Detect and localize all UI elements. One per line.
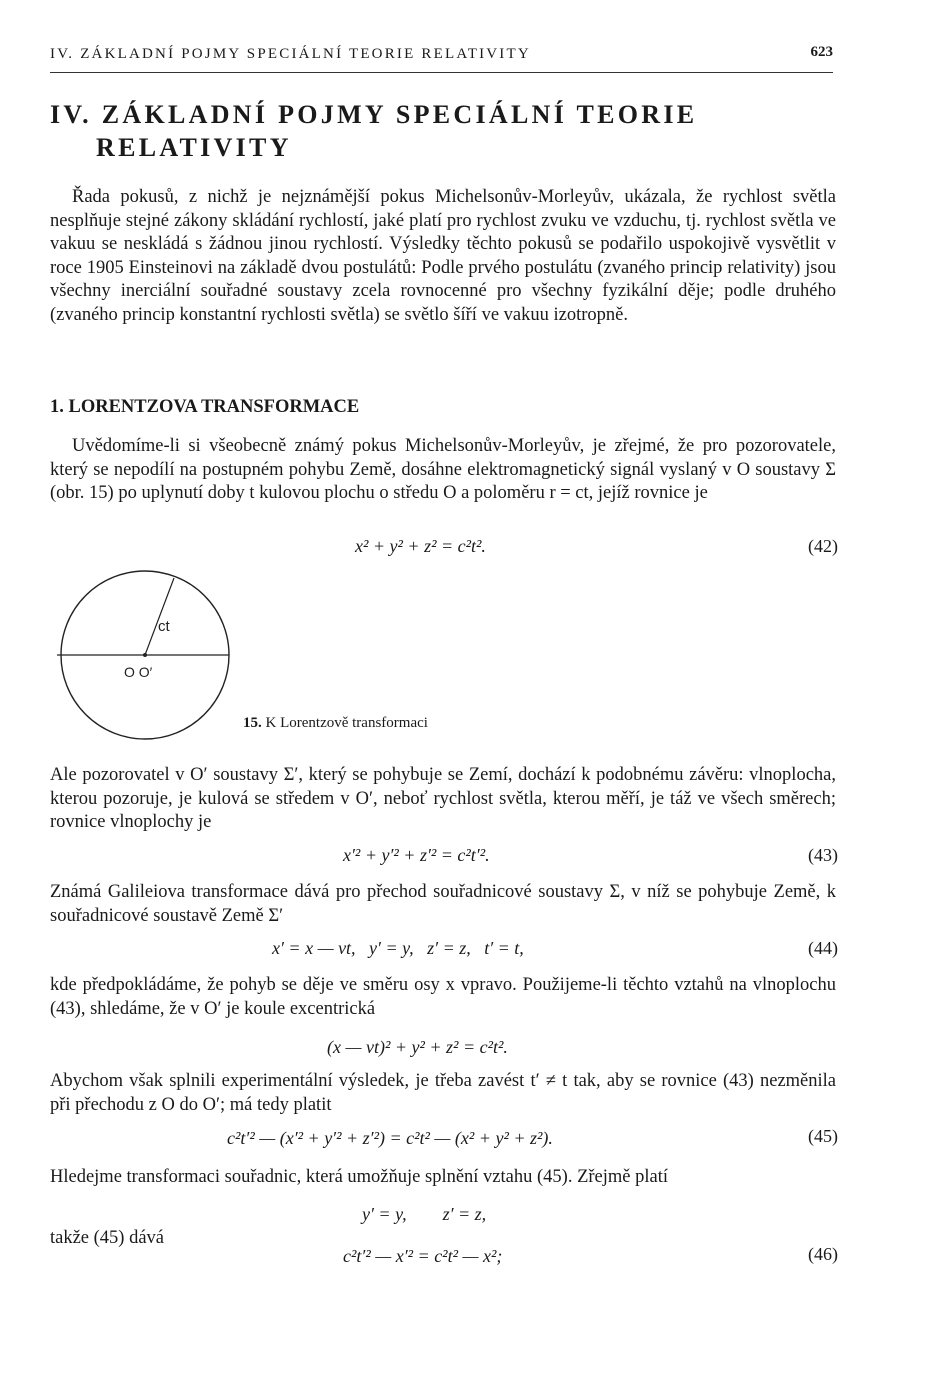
paragraph-6-text: Hledejme transformaci souřadnic, která umožňuje splnění vztahu (45). Zřejmě platí bbox=[50, 1167, 668, 1187]
paragraph-4 bbox=[50, 974, 836, 1021]
intro-paragraph bbox=[50, 186, 836, 327]
equation-45-number: (45) bbox=[808, 1126, 838, 1146]
equation-42: x² + y² + z² = c²t². bbox=[355, 536, 486, 556]
paragraph-5 bbox=[50, 1070, 836, 1117]
chapter-title-line1: IV. ZÁKLADNÍ POJMY SPECIÁLNÍ TEORIE bbox=[50, 100, 698, 129]
paragraph-2 bbox=[50, 764, 836, 835]
paragraph-6 bbox=[50, 1166, 836, 1190]
paragraph-4-text: kde předpokládáme, že pohyb se děje ve směru osy x vpravo. Použijeme-li těchto vztahů na vlnoplochu (43), shledáme, že v O′ je koule excentrická bbox=[50, 975, 836, 1019]
equation-y-z: y′ = y, z′ = z, bbox=[362, 1204, 487, 1224]
figure-15-diagram bbox=[50, 565, 240, 745]
paragraph-1 bbox=[50, 435, 836, 506]
figure-caption bbox=[243, 715, 428, 732]
equation-46-number: (46) bbox=[808, 1244, 838, 1264]
page-number: 623 bbox=[810, 44, 833, 60]
figure-caption-number: 15. bbox=[243, 715, 262, 731]
paragraph-1-text: Uvědomíme-li si všeobecně známý pokus Michelsonův-Morleyův, je zřejmé, že pro pozorovatele, který se nepodílí na postupném pohybu Země, dosáhne elektromagnetický signál vyslaný v O soustavy Σ (obr. 15) po uplynutí doby t kulovou plochu o středu O a poloměru r = ct, jejíž rovnice je bbox=[50, 436, 836, 503]
equation-43: x′² + y′² + z′² = c²t′². bbox=[343, 845, 490, 865]
center-label: O O′ bbox=[124, 664, 153, 680]
section-heading: 1. LORENTZOVA TRANSFORMACE bbox=[50, 397, 360, 417]
center-point bbox=[143, 653, 147, 657]
equation-44: x′ = x — vt, y′ = y, z′ = z, t′ = t, bbox=[272, 938, 524, 958]
paragraph-5-text: Abychom však splnili experimentální výsledek, je třeba zavést t′ ≠ t tak, aby se rovnice (43) nezměnila při přechodu z O do O′; má tedy platit bbox=[50, 1071, 836, 1115]
paragraph-7-text: takže (45) dává bbox=[50, 1228, 165, 1248]
equation-42-number: (42) bbox=[808, 536, 838, 556]
equation-45: c²t′² — (x′² + y′² + z′²) = c²t² — (x² + y² + z²). bbox=[227, 1128, 553, 1148]
figure-caption-text: K Lorentzově transformaci bbox=[265, 715, 428, 731]
radius-label: ct bbox=[158, 618, 170, 635]
paragraph-3-text: Známá Galileiova transformace dává pro přechod souřadnicové soustavy Σ, v níž se pohybuje Země, k souřadnicové soustavě Země Σ′ bbox=[50, 882, 836, 926]
chapter-title-line2: RELATIVITY bbox=[96, 133, 292, 162]
paragraph-7 bbox=[50, 1227, 250, 1251]
paragraph-3 bbox=[50, 881, 836, 928]
header-rule bbox=[50, 72, 833, 73]
chapter-title bbox=[50, 98, 697, 164]
paragraph-2-text: Ale pozorovatel v O′ soustavy Σ′, který se pohybuje se Zemí, dochází k podobnému závěru: vlnoplocha, kterou pozoruje, je kulová se středem v O′, neboť rychlost světla, kterou měří, je táž ve všech směrech; rovnice vlnoplochy je bbox=[50, 765, 836, 832]
equation-46: c²t′² — x′² = c²t² — x²; bbox=[343, 1246, 503, 1266]
radius-line bbox=[145, 578, 174, 655]
intro-paragraph-text: Řada pokusů, z nichž je nejznámější pokus Michelsonův-Morleyův, ukázala, že rychlost světla nesplňuje stejné zákony skládání rychlostí, jaké platí pro rychlost zvuku ve vzduchu, tj. rychlost světla ve vakuu se neskládá s žádnou jinou rychlostí. Výsledky těchto pokusů se podařilo uspokojivě vysvětlit v roce 1905 Einsteinovi na základě dvou postulátů: Podle prvého postulátu (zvaného princip relativity) jsou všechny inerciální souřadné soustavy zcela rovnocenné pro všechny fyzikální děje; podle druhého (zvaného princip konstantní rychlosti světla) se světlo šíří ve vakuu izotropně. bbox=[50, 187, 836, 325]
equation-excentric: (x — vt)² + y² + z² = c²t². bbox=[327, 1037, 508, 1057]
running-head: IV. ZÁKLADNÍ POJMY SPECIÁLNÍ TEORIE RELATIVITY bbox=[50, 46, 531, 62]
equation-44-number: (44) bbox=[808, 938, 838, 958]
equation-43-number: (43) bbox=[808, 845, 838, 865]
